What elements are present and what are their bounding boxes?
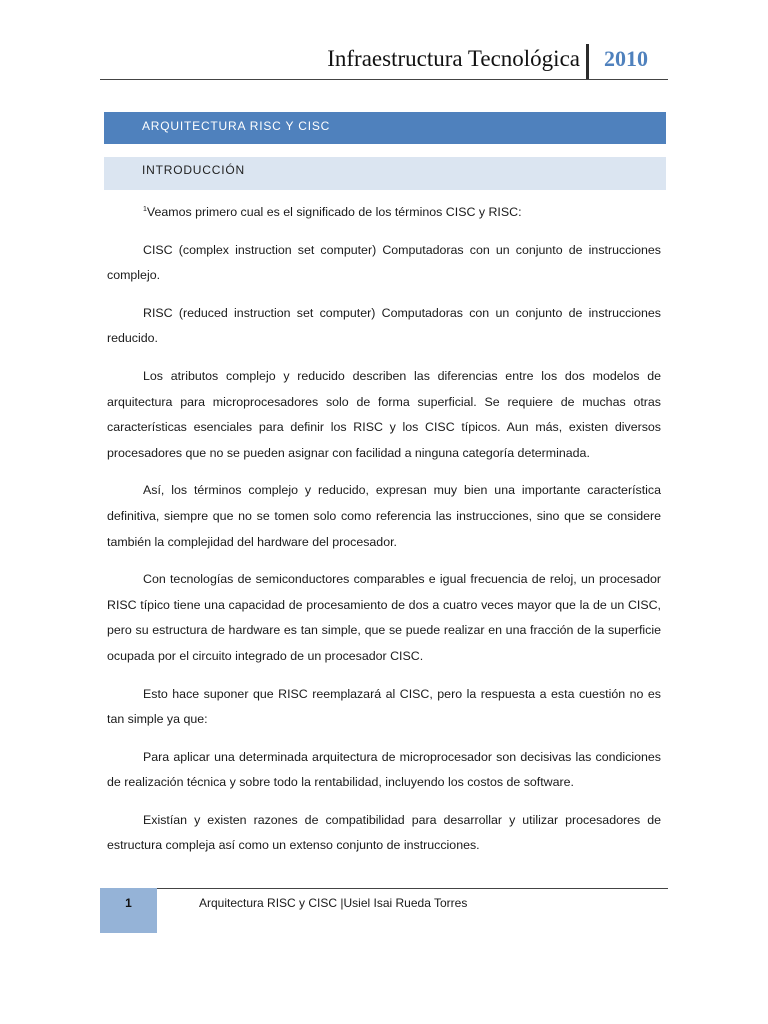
paragraph: Así, los términos complejo y reducido, expresan muy bien una importante característica definitiva, siempre que no se tomen solo como referencia las instrucciones, sino que se considere también la complejidad del hardware del procesador. — [107, 483, 661, 549]
paragraph: Con tecnologías de semiconductores comparables e igual frecuencia de reloj, un procesador RISC típico tiene una capacidad de procesamiento de dos a cuatro veces mayor que la de un CISC, pero su estructura de hardware es tan simple, que se puede realizar en una fracción de la superficie ocupada por el circuito integrado de un procesador CISC. — [107, 572, 661, 663]
section-heading-sub-text: INTRODUCCIÓN — [142, 163, 245, 177]
section-heading-sub — [104, 157, 666, 190]
footnote-marker[interactable]: 1 — [143, 205, 147, 213]
header-separator — [586, 44, 589, 80]
paragraph: Los atributos complejo y reducido describen las diferencias entre los dos modelos de arquitectura para microprocesadores solo de forma superficial. Se requiere de muchas otras características esenciales para definir los RISC y los CISC típicos. Aun más, existen diversos procesadores que no se pueden asignar con facilidad a ninguna categoría determinada. — [107, 368, 661, 460]
header-year: 2010 — [604, 46, 648, 71]
paragraph: RISC (reduced instruction set computer) Computadoras con un conjunto de instrucciones reducido. — [107, 305, 661, 346]
paragraph-text: Veamos primero cual es el significado de los términos CISC y RISC: — [146, 205, 522, 219]
body-text — [107, 200, 661, 871]
footer-rule — [157, 888, 668, 889]
paragraph: Esto hace suponer que RISC reemplazará al CISC, pero la respuesta a esta cuestión no es tan simple ya que: — [107, 686, 661, 727]
section-heading-main — [104, 112, 666, 144]
footer-page-box — [100, 888, 157, 933]
footer-page-number: 1 — [125, 896, 132, 910]
footer-text: Arquitectura RISC y CISC |Usiel Isai Rueda Torres — [199, 896, 468, 910]
paragraph — [107, 200, 661, 226]
paragraph: Existían y existen razones de compatibilidad para desarrollar y utilizar procesadores de estructura compleja así como un extenso conjunto de instrucciones. — [107, 812, 661, 853]
section-heading-main-text: ARQUITECTURA RISC Y CISC — [142, 119, 331, 133]
header-rule — [100, 79, 668, 80]
paragraph: Para aplicar una determinada arquitectura de microprocesador son decisivas las condiciones de realización técnica y sobre todo la rentabilidad, incluyendo los costos de software. — [107, 749, 661, 790]
paragraph: CISC (complex instruction set computer) Computadoras con un conjunto de instrucciones complejo. — [107, 242, 661, 283]
header-title: Infraestructura Tecnológica — [327, 46, 580, 71]
